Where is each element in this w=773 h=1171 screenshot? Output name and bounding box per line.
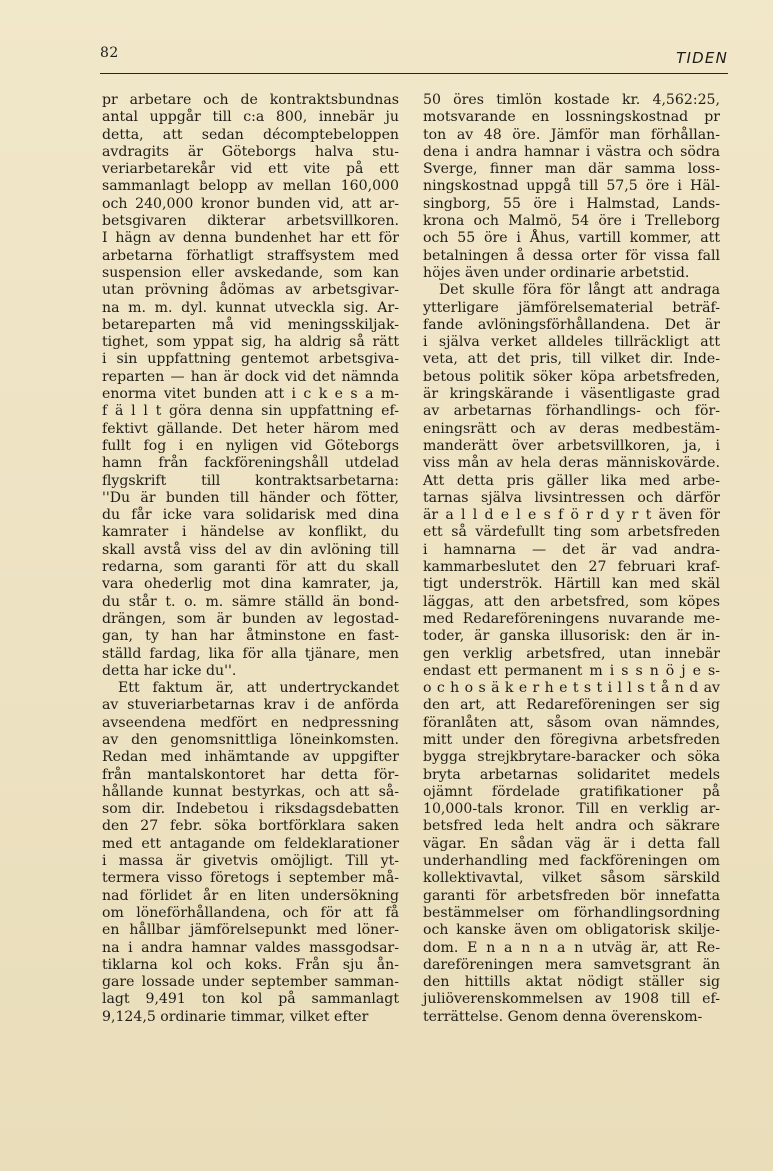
text-line: f ä l l t göra denna sin uppfattning ef- (102, 403, 399, 420)
text-line: läggas, att den arbetsfred, som köpes (423, 593, 720, 610)
text-line: termera visso företogs i september må- (102, 870, 399, 887)
text-line: na i andra hamnar valdes massgodsar- (102, 939, 399, 956)
text-line: hållande kunnat bestyrkas, och att så- (102, 783, 399, 800)
text-line: föranlåten att, såsom ovan nämndes, (423, 714, 720, 731)
text-line: vara ohederlig mot dina kamrater, ja, (102, 576, 399, 593)
text-line: och 240,000 kronor bunden vid, att ar- (102, 195, 399, 212)
text-line: dareföreningen mera samvetsgrant än (423, 956, 720, 973)
text-line: höjes även under ordinarie arbetstid. (423, 264, 690, 281)
text-line: avseendena medfört en nedpressning (102, 714, 399, 731)
text-line: Sverge, finner man där samma loss- (423, 161, 720, 178)
text-line: garanti för arbetsfreden bör innefatta (423, 887, 720, 904)
text-line: bygga strejkbrytare-baracker och söka (423, 749, 720, 766)
text-line: om löneförhållandena, och för att få (102, 904, 399, 921)
page-number: 82 (100, 45, 119, 61)
page-header (100, 45, 728, 74)
text-line: i sin uppfattning gentemot arbetsgiva- (102, 351, 399, 368)
text-line: är kringskärande i väsentligaste grad (423, 386, 720, 403)
text-line: bryta arbetarnas solidaritet medels (423, 766, 720, 783)
text-line: reparten — han är dock vid det nämnda (102, 368, 399, 385)
text-line: är a l l d e l e s f ö r d y r t även för (423, 507, 720, 524)
text-line: den art, att Redareföreningen ser sig (423, 697, 720, 714)
text-line: med ett antagande om feldeklarationer (102, 835, 399, 852)
text-line: nad förlidet år en liten undersökning (102, 887, 399, 904)
text-line: tarnas själva livsintressen och därför (423, 489, 720, 506)
text-line: suspension eller avskedande, som kan (102, 264, 399, 281)
text-line: singborg, 55 öre i Halmstad, Lands- (423, 195, 720, 212)
text-line: av stuveriarbetarnas krav i de anförda (102, 697, 399, 714)
text-line: ojämnt fördelade gratifikationer på (423, 783, 720, 800)
text-line: juliöverenskommelsen av 1908 till ef- (423, 991, 720, 1008)
text-line: arbetarna förhatligt straffsystem med (102, 247, 399, 264)
text-line: detta, att sedan décomptebeloppen (102, 126, 399, 143)
text-line: Redan med inhämtande av uppgifter (102, 749, 399, 766)
text-line: mitt under den föregivna arbetsfreden (423, 731, 720, 748)
text-line: från mantalskontoret har detta för- (102, 766, 399, 783)
text-line: kamrater i händelse av konflikt, du (102, 524, 399, 541)
text-line: underhandling med fackföreningen om (423, 853, 720, 870)
text-line: manderätt över arbetsvillkoren, ja, i (423, 437, 720, 454)
text-line: fullt fog i en nyligen vid Göteborgs (102, 437, 399, 454)
text-line: ytterligare jämförelsematerial beträf- (423, 299, 720, 316)
text-line: ett så värdefullt ting som arbetsfreden (423, 524, 720, 541)
journal-title: TIDEN (676, 49, 728, 67)
text-line: antal uppgår till c:a 800, innebär ju (102, 109, 399, 126)
text-line: vägar. En sådan väg är i detta fall (423, 835, 720, 852)
text-line: tiklarna kol och koks. Från sju ån- (102, 956, 399, 973)
text-line: redarna, som garanti för att du skall (102, 559, 399, 576)
text-line: av den genomsnittliga löneinkomsten. (102, 731, 399, 748)
text-line: betareparten må vid meningsskiljak- (102, 316, 399, 333)
text-line: en hållbar jämförelsepunkt med löner- (102, 922, 399, 939)
text-line: avdragits är Göteborgs halva stu- (102, 143, 399, 160)
text-line: gen verklig arbetsfred, utan innebär (423, 645, 720, 662)
text-line: lagt 9,491 ton kol på sammanlagt (102, 991, 399, 1008)
text-line: toder, är ganska illusorisk: den är in- (423, 628, 720, 645)
text-line: Ett faktum är, att undertryckandet (118, 680, 399, 697)
text-line: fektivt gällande. Det heter härom med (102, 420, 399, 437)
text-line: na m. m. dyl. kunnat utveckla sig. Ar- (102, 299, 399, 316)
text-line: flygskrift till kontraktsarbetarna: (102, 472, 399, 489)
text-line: sammanlagt belopp av mellan 160,000 (102, 178, 399, 195)
text-line: motsvarande en lossningskostnad pr (423, 109, 720, 126)
text-line: drängen, som är bunden av legostad- (102, 610, 399, 627)
text-line: terrättelse. Genom denna överenskom- (423, 1008, 703, 1025)
text-line: enorma vitet bunden att i c k e s a m- (102, 386, 399, 403)
text-line: ningskostnad uppgå till 57,5 öre i Häl- (423, 178, 720, 195)
text-line: skall avstå viss del av din avlöning till (102, 541, 399, 558)
text-line: den 27 febr. söka bortförklara saken (102, 818, 399, 835)
text-line: som dir. Indebetou i riksdagsdebatten (102, 801, 399, 818)
text-line: detta har icke du''. (102, 662, 237, 679)
text-line: 9,124,5 ordinarie timmar, vilket efter (102, 1008, 369, 1025)
text-line: 10,000-tals kronor. Till en verklig ar- (423, 801, 720, 818)
text-line: endast ett permanent m i s s n ö j e s- (423, 662, 720, 679)
text-line: med Redareföreningens nuvarande me- (423, 610, 720, 627)
text-column-left (102, 92, 399, 1026)
text-line: kammarbeslutet den 27 februari kraf- (423, 559, 720, 576)
text-line: Det skulle föra för långt att andraga (439, 282, 720, 299)
text-line: och kanske även om obligatorisk skilje- (423, 922, 720, 939)
text-line: i själva verket alldeles tillräckligt att (423, 334, 720, 351)
text-line: den hittills aktat nödigt ställer sig (423, 974, 720, 991)
text-line: 50 öres timlön kostade kr. 4,562:25, (423, 92, 720, 108)
text-line: eningsrätt och av deras medbestäm- (423, 420, 720, 437)
text-column-right (423, 92, 720, 1026)
text-line: dena i andra hamnar i västra och södra (423, 143, 720, 160)
text-line: betalningen å dessa orter för vissa fall (423, 247, 720, 264)
text-line: tigt underströk. Härtill kan med skäl (423, 576, 720, 593)
text-line: och 55 öre i Åhus, vartill kommer, att (423, 230, 720, 247)
text-line: hamn från fackföreningshåll utdelad (102, 455, 399, 472)
text-line: I hägn av denna bundenhet har ett för (102, 230, 399, 247)
text-line: veriarbetarekår vid ett vite på ett (102, 161, 399, 178)
text-line: Att detta pris gäller lika med arbe- (423, 472, 720, 489)
text-line: fande avlöningsförhållandena. Det är (423, 316, 720, 333)
text-line: du står t. o. m. sämre ställd än bond- (102, 593, 399, 610)
text-line: viss mån av hela deras människovärde. (423, 455, 720, 472)
text-line: kollektivavtal, vilket såsom särskild (423, 870, 720, 887)
text-line: ställd fardag, lika för alla tjänare, men (102, 645, 399, 662)
text-line: i massa är givetvis omöjligt. Till yt- (102, 853, 399, 870)
text-line: o c h o s ä k e r h e t s t i l l s t å n d av (423, 680, 720, 697)
text-line: tighet, som yppat sig, ha aldrig så rätt (102, 334, 399, 351)
text-line: ''Du är bunden till händer och fötter, (102, 489, 399, 506)
text-line: krona och Malmö, 54 öre i Trelleborg (423, 213, 720, 230)
text-line: av arbetarnas förhandlings- och för- (423, 403, 720, 420)
text-line: veta, att det pris, till vilket dir. Inde- (423, 351, 720, 368)
text-line: dom. E n a n n a n utväg är, att Re- (423, 939, 720, 956)
text-line: i hamnarna — det är vad andra- (423, 541, 720, 558)
text-line: gan, ty han har åtminstone en fast- (102, 628, 399, 645)
text-line: ton av 48 öre. Jämför man förhållan- (423, 126, 720, 143)
text-line: gare lossade under september samman- (102, 974, 399, 991)
text-line: betous politik söker köpa arbetsfreden, (423, 368, 720, 385)
text-line: utan prövning ådömas av arbetsgivar- (102, 282, 399, 299)
text-line: betsfred leda helt andra och säkrare (423, 818, 720, 835)
text-line: bestämmelser om förhandlingsordning (423, 904, 720, 921)
text-line: betsgivaren dikterar arbetsvillkoren. (102, 213, 399, 230)
text-line: du får icke vara solidarisk med dina (102, 507, 399, 524)
text-line: pr arbetare och de kontraktsbundnas (102, 92, 399, 108)
